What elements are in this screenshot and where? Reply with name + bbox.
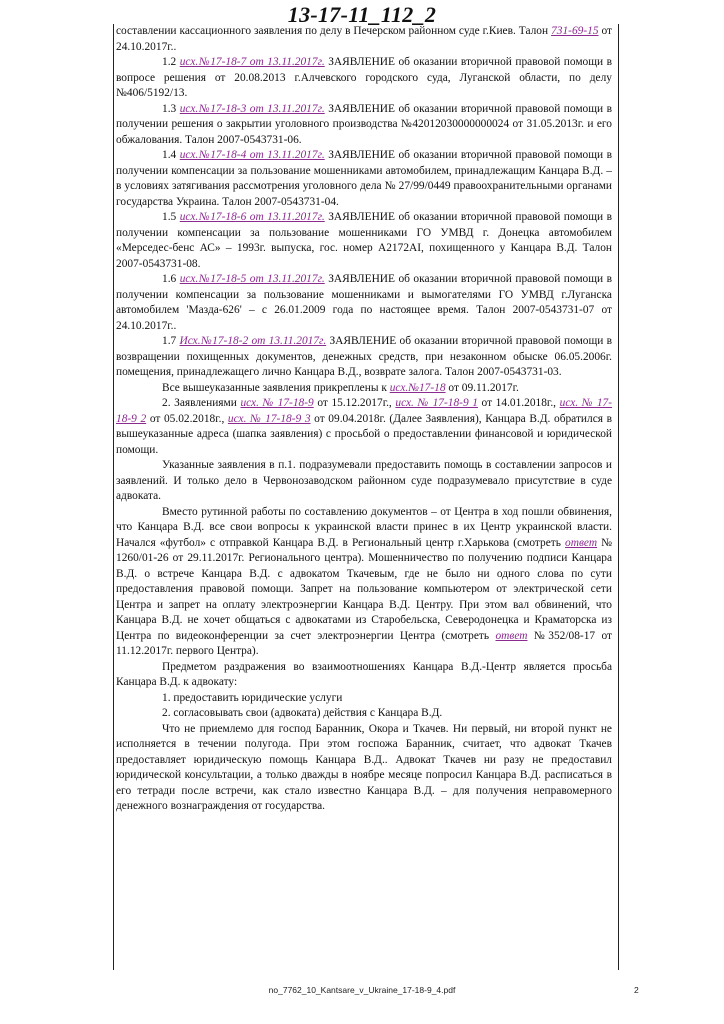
text: №352/08-17 от 11.12.2017г. первого Центра). [116,629,612,657]
text: ЗАЯВЛЕНИЕ об оказании вторичной правовой помощи в вопросе решения от 20.08.2013 г.Алчевского городского суда, Луганской области, по делу №406/5192/13. [116,56,612,99]
talon-link[interactable]: 731-69-15 [551,25,599,37]
doc-link-17-18-9-1[interactable]: исх. № 17-18-9 1 [395,397,478,409]
footer-filename: no_7762_10_Kantsare_v_Ukraine_17-18-9_4.pdf [268,985,456,995]
text: 2. Заявлениями [162,397,241,409]
page-number: 2 [634,985,639,995]
text: составлении кассационного заявления по делу в Печерском районном суде г.Киев. Талон [116,25,552,37]
doc-link-17-18-3[interactable]: исх.№17-18-3 от 13.11.2017г. [179,102,325,115]
text: ЗАЯВЛЕНИЕ об оказании вторичной правовой помощи в получении компенсации за пользование мошенниками ГО УМВД г. Донецка автомобилем «Мерседес-бенс АС» – 1993г. выпуска, гос. номер А2172АІ, похищенного у Канцара В.Д. Талон 2007-0543731-08. [116,211,612,270]
text: № 1260/01-26 от 29.11.2017г. Регионального центра). Мошенничество по получению подписи Канцара В.Д. о встрече Канцара В.Д. с адвокатом Ткачевым, где не было ни одного слова по сути предоставления правовой помощи. Запрет на пользование компьютером от электрической сети Центра и запрет на оплату электроэнергии Канцара В.Д. Центру. При этом вал обвинений, что Канцара В.Д. не хочет общаться с адвокатами из Старобельска, Северодонецка и Краматорска из Центра по видеоконференции за счет электроэнергии Центра (смотреть [116,536,613,642]
doc-link-17-18-7[interactable]: исх.№17-18-7 от 13.11.2017г. [179,56,325,68]
paragraph-0 [116,24,612,55]
text: ЗАЯВЛЕНИЕ об оказании вторичной правовой помощи в получении решения о закрытии уголовного производства №42012030000000024 от 31.05.2013г. и его обжалования. Талон 2007-0543731-06. [116,102,612,146]
response-link-regional[interactable]: ответ [565,536,598,549]
text: ЗАЯВЛЕНИЕ об оказании вторичной правовой помощи в получении компенсации за пользование мошенниками автомобилем, принадлежащим Канцара В.Д. – в условиях затягивания рассмотрения уголовного дела № 27/99/0449 правоохранительными органами государства Украина. Талон 2007-0543731-04. [116,149,612,208]
text: 1.2 [162,56,180,68]
text: от 09.11.2017г. [445,381,519,394]
text: 1.3 [162,102,180,115]
doc-link-17-18-9[interactable]: исх. № 17-18-9 [240,397,314,409]
paragraph-1-5 [116,210,612,272]
text: ЗАЯВЛЕНИЕ об оказании вторичной правовой помощи в возвращении похищенных документов, денежных средств, при незаконном обыске 06.05.2006г. помещения, принадлежащего лично Канцара В.Д., возврате залога. Талон 2007-0543731-03. [116,335,612,378]
text: от 05.02.2018г., [146,412,228,425]
doc-link-17-18-9-2[interactable]: исх. № 17-18-9 2 [116,397,613,425]
paragraph-1-6 [116,272,612,334]
text: ЗАЯВЛЕНИЕ об оказании вторичной правовой помощи в получении компенсации за пользование мошенниками и вымогателями ГО УМВД г.Луганска автомобилем 'Мазда-626' – с 26.01.2009 года по настоящее время. Талон 2007-0543731-07 от 24.10.2017г.. [116,273,612,332]
paragraph-1-4 [116,148,612,210]
text: от 14.01.2018г., [477,397,560,409]
text: 1.5 [162,211,180,223]
doc-link-17-18-5[interactable]: исх.№17-18-5 от 13.11.2017г. [179,273,325,285]
paragraph-1-7 [116,334,612,381]
doc-link-17-18[interactable]: исх.№17-18 [389,381,446,394]
paragraph-1-3 [116,102,612,149]
document-body [116,24,612,815]
paragraph-attached [116,381,612,397]
doc-link-17-18-4[interactable]: исх.№17-18-4 от 13.11.2017г. [179,149,325,161]
doc-link-17-18-2[interactable]: Исх.№17-18-2 от 13.11.2017г. [179,335,327,347]
paragraph-conclusion: Что не приемлемо для господ Баранник, Окора и Ткачев. Ни первый, ни второй пункт не исполняется в течении полугода. При этом госпожа Баранник, считает, что адвокат Ткачев предоставляет юридическую помощь Канцара В.Д.. Адвокат Ткачев ни разу не предоставил юридической консультации, а только дважды в ноябре месяце попросил Канцара В.Д. расписаться в его тетради после встречи, как стало известно Канцара В.Д. – для получения неправомерного денежного вознаграждения от государства. [116,722,612,812]
doc-link-17-18-9-3[interactable]: исх. № 17-18-9 3 [227,412,311,425]
paragraph-2 [116,396,612,458]
doc-link-17-18-6[interactable]: исх.№17-18-6 от 13.11.2017г. [179,211,325,223]
text: 1.7 [162,335,180,347]
document-id-header: 13-17-11_112_2 [287,2,437,27]
text: 1.6 [162,273,180,285]
paragraph-requests: Указанные заявления в п.1. подразумевали предоставить помощь в составлении запросов и заявлений. И только дело в Червонозаводском районном суде подразумевало присутствие в суде адвоката. [116,459,612,502]
text: от 24.10.2017г.. [116,25,613,53]
paragraph-accusations [116,505,612,660]
text: Все вышеуказанные заявления прикреплены к [162,381,390,394]
text: от 09.04.2018г. (Далее Заявления), Канцара В.Д. обратился в вышеуказанные адреса (шапка заявления) с просьбой о предоставлении финансовой и юридической помощи. [116,412,612,456]
list-item-1: 1. предоставить юридические услуги [162,691,343,704]
response-link-center[interactable]: ответ [495,629,528,642]
list-item-2: 2. согласовывать свои (адвоката) действия с Канцара В.Д. [162,707,443,719]
paragraph-irritation: Предметом раздражения во взаимоотношениях Канцара В.Д.-Центр является просьба Канцара В.Д. к адвокату: [116,660,612,688]
text: 1.4 [162,149,180,161]
paragraph-1-2 [116,55,612,102]
text: Вместо рутинной работы по составлению документов – от Центра в ход пошли обвинения, что Канцара В.Д. все свои вопросы к украинской власти принес в их Центр украинской власти. Начался «футбол» с отправкой Канцара В.Д. в Региональный центр г.Харькова (смотреть [116,505,612,549]
text: от 15.12.2017г., [313,397,396,409]
